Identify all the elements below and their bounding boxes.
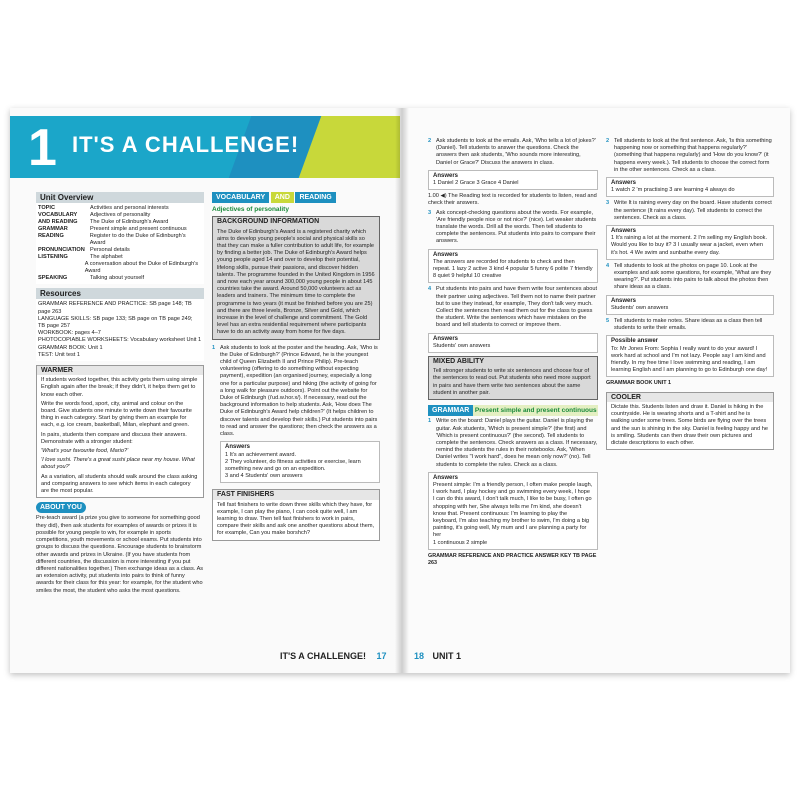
background-info-panel [212,216,380,339]
overview-key: GRAMMAR [38,226,68,233]
grammar-exercise-1 [428,418,598,468]
exercise-3-answers-label: Answers [433,251,459,258]
overview-row [38,233,202,247]
grammar-exercise-1-number: 1 [428,418,432,425]
right-column-a [428,138,598,567]
grammar-exercise-5-answers [606,335,774,377]
grammar-exercise-4-number: 4 [606,262,610,269]
fast-finishers-panel [212,489,380,540]
warmer-text-6: As a variation, all students should walk around the class asking and comparing answers to see which items in each category are the most popular. [41,473,198,495]
left-page-number: 17 [376,651,387,661]
resource-line: TB page 257 [38,323,71,330]
grammar-exercise-3-answers-label: Answers [611,228,637,235]
overview-value: The alphabet [90,254,123,261]
grammar-title: Present simple and present continuous [474,407,597,415]
resource-line: WORKBOOK: pages 4–7 [38,330,101,337]
warmer-text-1: If students worked together, this activity gets them using simple English again after the break; if they didn't, it helps them get to know each other. [41,377,198,398]
grammar-exercise-3-answers [606,225,774,260]
left-page [10,108,400,673]
exercise-4-answers-label: Answers [433,335,459,342]
cooler-heading: COOLER [607,393,773,402]
left-column-a [36,192,204,595]
grammar-exercise-4-answers-label: Answers [611,297,637,304]
overview-value: A conversation about the Duke of Edinburgh's Award [84,261,199,275]
exercise-1-number: 1 [212,344,216,351]
resource-line: PHOTOCOPIABLE WORKSHEETS: Vocabulary worksheet Unit 1 [38,337,202,344]
unit-number: 1 [28,119,57,177]
overview-key: READING [38,233,64,240]
exercise-1 [212,345,380,487]
grammar-tag: GRAMMAR [428,405,473,416]
answer-line: 2 They volunteer, do fitness activities or exercise, learn something new and go on an expedition. [225,458,361,472]
answer-line: 3 and 4 Students' own answers [225,473,303,480]
grammar-exercise-4-answer-text: Students' own answers [611,304,669,311]
left-column-b [212,192,380,541]
cooler-panel [606,392,774,450]
about-you-section [36,502,204,594]
warmer-heading: WARMER [37,366,203,375]
warmer-panel [36,365,204,498]
grammar-exercise-4-text: Tell students to look at the photos on page 10. Look at the examples and ask some questions, for example, 'What are they wearing?'. Put students into pairs to talk about the photos then share ideas as a class. [614,262,772,291]
reading-tag: READING [295,192,335,203]
grammar-exercise-1-text: Write on the board: Daniel plays the guitar. Daniel is playing the guitar. Ask students, 'Which is present simple?' (the first) and 'Which is present continuous?' (the second). Tell students to complete the sentences. Check answers as a class. If necessary, remind the students the rules in their notebooks. Ask, 'When Daniel writes "I work hard", does he mean only now?' (no). Tell students to complete the rules. Check as a class. [436,418,598,468]
grammar-exercise-2-answers-label: Answers [611,180,637,187]
grammar-exercise-5-number: 5 [606,318,610,325]
warmer-text-5: 'I love sushi. There's a great sushi place near my house. What about you?' [41,457,195,471]
exercise-2 [428,138,598,167]
grammar-exercise-2-number: 2 [606,138,610,144]
cooler-text: Dictate this. Students listen and draw it. Daniel is hiking in the countryside. He is wearing shorts and a T-shirt and he is walking under some trees. Some birds are flying over the trees and the sun is shining in the sky. Daniel is feeling happy and he is smiling. Students can then draw their own pictures and dictate descriptions to each other. [611,403,768,446]
overview-value: Activities and personal interests [90,205,169,212]
exercise-3-number: 3 [428,209,432,216]
grammar-exercise-1-answers [428,472,598,550]
resource-line: GRAMMAR REFERENCE AND PRACTICE: SB page 148; TB page 263 [38,301,192,315]
grammar-exercise-3-answer-text: 1 It's raining a lot at the moment. 2 I'm selling my English book. Would you like to buy it? 3 I usually wear a jacket, even when it's hot. 4 We swim and sunbathe every day. [611,235,768,256]
exercise-3-answers [428,249,598,284]
overview-key [38,261,85,275]
exercise-1-answers-label: Answers [225,444,251,451]
book-gutter [395,108,409,673]
vocabulary-tag: VOCABULARY [212,192,269,203]
grammar-exercise-3-text: Write It is raining every day on the board. Have students correct the sentence (It rains every day). Tell students to correct the sentences. Check as a class. [614,200,772,221]
overview-heading: Unit Overview [36,192,204,203]
exercise-3 [428,210,598,246]
overview-key: PRONUNCIATION [38,247,85,254]
overview-key: SPEAKING [38,275,68,282]
exercise-2-text: Ask students to look at the emails. Ask, 'Who tells a lot of jokes?' (Daniel). Tell students to answer the questions. Check the answers then ask students, 'Who sounds more interesting, Daniel or Grace?' Discuss the answers in class. [436,138,596,166]
about-you-heading: ABOUT YOU [36,502,86,513]
overview-value: Talking about yourself [90,275,145,282]
and-tag: AND [271,192,294,203]
exercise-4-answer-text: Students' own answers [433,342,491,349]
background-heading: BACKGROUND INFORMATION [217,218,320,226]
overview-table [36,203,204,284]
overview-row [38,254,202,261]
exercise-1-answers [220,441,380,483]
grammar-exercise-2-answers [606,177,774,197]
grammar-exercise-2 [606,138,774,174]
vocab-subheading: Adjectives of personality [212,206,289,214]
right-column-b [606,138,774,450]
mixed-ability-panel [428,356,598,400]
exercise-1-answer-list [225,452,375,481]
left-footer-label: IT'S A CHALLENGE! [280,651,366,661]
left-footer [280,651,387,661]
exercise-4 [428,286,598,329]
exercise-4-answers [428,333,598,353]
answer-line: 1 It's an achievement award. [225,451,297,458]
overview-value: Personal details [90,247,130,254]
overview-row [38,212,202,219]
warmer-text-2: Write the words food, sport, city, animal and colour on the board. Give students one minute to write down their favourite thing in each category. Start by giving them an example for each, e.g. ice cream, basketball, Milan, elephant and green. [41,400,192,429]
resource-line: TEST: Unit test 1 [38,351,80,358]
about-you-text: Pre-teach award (a prize you give to someone for something good they did), then ask students for examples of awards or prizes it is possible for young people to win, for example in sports competitions, youth movements or school exams. Put students into groups to discuss the questions. Encourage students to brainstorm other awards and prizes in Ukraine. (If you have students from different countries, the discussion is more interesting if you put different nationalities together.) Then exchange ideas as a class. As an extension activity, put students into pairs to think of funny awards for their class for this year: for example, for the student who smiles the most, the student who asks the most questions. [36,515,204,594]
fast-finishers-text: Tell fast finishers to write down three skills which they have, for example, I can play the piano, I can cook quite well, I am learning to draw. Then tell fast finishers to work in pairs, compare their skills and ask one another questions about them, for example, Can you make borshch? [217,501,375,537]
grammar-book-line: GRAMMAR BOOK UNIT 1 [606,380,671,387]
exercise-2-answers-label: Answers [433,172,459,179]
grammar-exercise-1-answers-label: Answers [433,474,459,481]
overview-key: LISTENING [38,254,68,261]
right-footer-label: UNIT 1 [432,651,462,661]
overview-value: Register to do the Duke of Edinburgh's Award [89,233,186,247]
mixed-ability-text: Tell stronger students to write six sentences and choose four of the sentences to read out. Put students who need more support in pairs and have them write two sentences about the same student in another pair. [433,368,591,396]
unit-title: IT'S A CHALLENGE! [72,132,300,157]
overview-key: TOPIC [38,205,55,212]
grammar-exercise-5-text: Tell students to make notes. Share ideas as a class then tell students to write their emails. [614,318,763,332]
grammar-exercise-4 [606,263,774,292]
overview-key: VOCABULARY [38,212,78,219]
grammar-exercise-3-number: 3 [606,200,610,207]
overview-value: The Duke of Edinburgh's Award [90,219,169,226]
book-spread [10,108,790,673]
grammar-header [428,405,598,416]
grammar-exercise-5 [606,318,774,332]
unit-banner [10,116,400,178]
grammar-reference-line: GRAMMAR REFERENCE AND PRACTICE ANSWER KEY TB PAGE 263 [428,552,597,566]
fast-finishers-heading: FAST FINISHERS [213,490,379,499]
resource-line: GRAMMAR BOOK: Unit 1 [38,344,103,351]
mixed-ability-heading: MIXED ABILITY [433,358,485,366]
grammar-exercise-1-answer-text: Present simple: I'm a friendly person, I often make people laugh, I work hard, I play hockey and go swimming every week, I hope I can do this award, I don't talk much, I like to be busy, I often go shopping with her, She always tells me I'm kind, she doesn't know that. Present continuous: I'm learning to play the keyboard, I'm also teaching my brother to swim, I'm doing a big painting, it's going well, My mum and I are planning a party for her [433,481,593,539]
overview-value: Present simple and present continuous [90,226,187,233]
background-text: The Duke of Edinburgh's Award is a registered charity which aims to develop young people's social and physical skills so that they can make a fuller contribution to adult life, for example by finding a better job. The Duke of Edinburgh's Award helps young people aged 14 and over to develop their potential, lifelong skills, pursue their passions, and discover hidden talents. The programme founded in the United Kingdom in 1956 and now each year around 300,000 young people in about 145 countries take the award. Around 50,000 volunteers act as leaders and trainers. The minimum time to complete the programme is two years (it must be finished before you are 25) and there are three levels, Bronze, Silver and Gold, which increase in the level of challenge and commitment. The Gold level has an extra residential requirement where participants have to do an activity away from home for five days. [217,228,375,336]
right-page-number: 18 [414,651,425,661]
overview-row [38,226,202,233]
exercise-4-number: 4 [428,286,432,293]
warmer-text-4: 'What's your favourite food, Mario?' [41,448,129,455]
exercise-1-text: Ask students to look at the poster and the heading. Ask, 'Who is the Duke of Edinburgh?' (Prince Edward, he is the youngest child of Queen Elizabeth II and Prince Philip). Pre-teach volunteering (offering to do something without expecting payment), expedition (an organised journey, especially a long one for a particular purpose) and hiking (the activity of going for a long walk for pleasure outdoors). Point out the website for Duke of Edinburgh (i'ud.w.hor.x/). If necessary, read out the background information to help students. Ask, 'How does The Duke of Edinburgh's Award help children?' (It helps children to discover talents and develop their skills.) Put students into pairs to read and answer the questions; then check the answers as a class. [220,344,378,438]
overview-row [38,219,202,226]
exercise-3-answer-text: The answers are recorded for students to check and then repeat. 1 lazy 2 active 3 kind 4 popular 5 funny 6 polite 7 friendly 8 quiet 9 helpful 10 creative [433,258,593,280]
vocab-reading-header [212,192,380,203]
warmer-text-3: In pairs, students then compare and discuss their answers. Demonstrate with a stronger student: [41,431,187,445]
grammar-exercise-4-answers [606,295,774,315]
exercise-2-answer-text: 1 Daniel 2 Grace 3 Grace 4 Daniel [433,180,519,187]
exercise-4-text: Put students into pairs and have them write four sentences about their partner using adjectives. Tell them not to name their partner but to use they instead, for example, They don't talk very much. Collect the sentences then read them out for the class to guess the student. Write the sentences which have mistakes on the board and tell students to correct or improve them. [436,286,598,329]
overview-row [38,247,202,254]
exercise-2-answers [428,170,598,190]
overview-value: Adjectives of personality [90,212,151,219]
overview-key: AND READING [38,219,78,226]
right-page [400,108,790,673]
grammar-exercise-5-answer-text: To: Mr Jones From: Sophia I really want to do your award! I work hard at school and I'm not lazy. People say I am kind and friendly. In my free time I love swimming and reading, I am learning English and I am planning to go to Edinburgh one day! [611,345,768,374]
grammar-exercise-5-answers-label: Possible answer [611,338,659,345]
right-footer [414,651,461,661]
resources-list [36,299,204,361]
grammar-exercise-3 [606,200,774,222]
grammar-exercise-1-answer-text-2: 1 continuous 2 simple [433,539,488,546]
grammar-exercise-2-answer-text: 1 watch 2 'm practising 3 are learning 4 always do [611,187,735,194]
grammar-exercise-2-text: Tell students to look at the first sentence. Ask, 'Is this something happening now or something that happens regularly?' (something that happens regularly) and 'How do you know?' (it happens every week.). Tell students to choose the correct form in the other sentences. Check as a class. [614,138,772,173]
resource-line: LANGUAGE SKILLS: SB page 133; SB page on TB page 249; [38,315,193,322]
exercise-3-text: Ask concept-checking questions about the words. For example, 'Are friendly people nice or not nice?' (nice). Let weaker students translate the words. Drill all the words. Then tell students to complete the sentences. Put students into pairs to compare their answers. [436,209,597,245]
overview-row [38,261,202,275]
audio-note: 1.00 ◀) The Reading text is recorded for students to listen, read and check their answers. [428,193,597,207]
exercise-2-number: 2 [428,138,432,144]
overview-row [38,275,202,282]
overview-row [38,205,202,212]
resources-heading: Resources [36,288,204,299]
